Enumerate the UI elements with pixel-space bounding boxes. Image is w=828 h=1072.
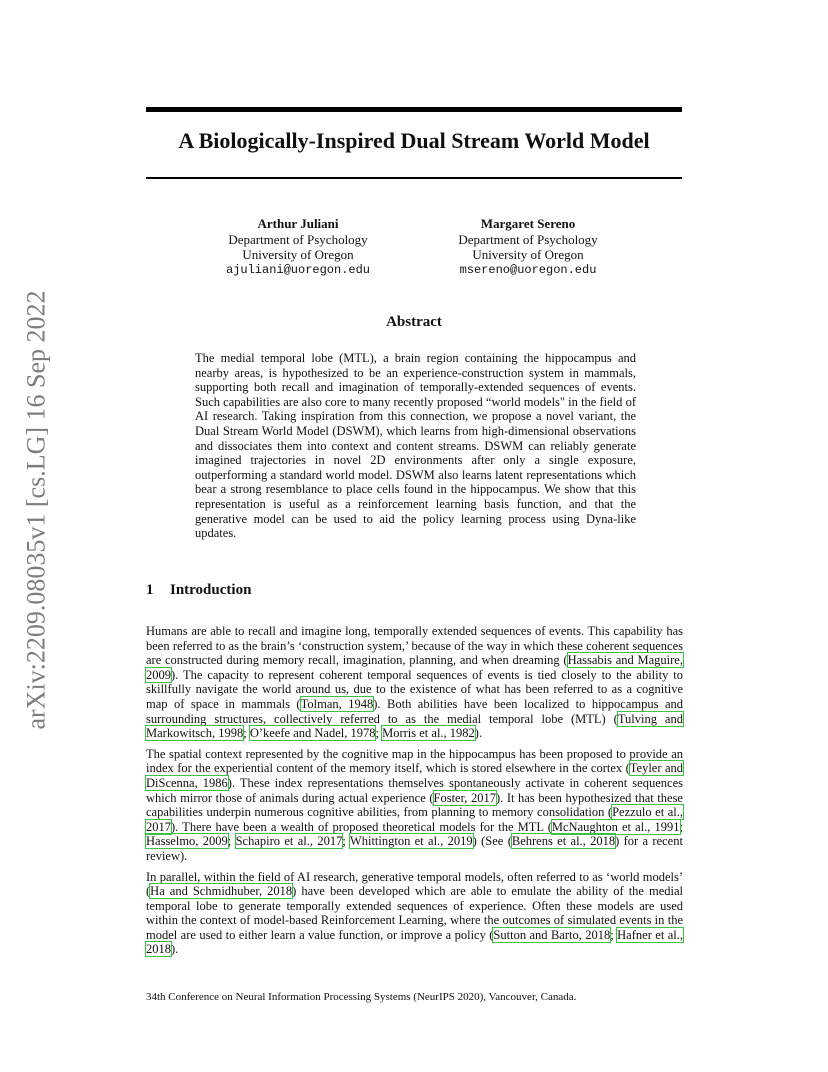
title-bottom-rule [146,177,682,179]
text-run: ) have been developed which are able to emulate the ability of the medial temporal lobe to generate temporally extended sequences of experience. Often these models are used within the context of model-based Reinforcement Learning, where the outcomes of simulated events in the model are used to either learn a value function, or improve a policy ( [146,884,684,942]
abstract-heading: Abstract [386,314,442,330]
author-department: Department of Psychology [458,231,598,247]
text-run: ; [243,726,250,741]
author-name: Arthur Juliani [257,216,339,231]
author-name: Margaret Sereno [480,216,576,231]
citation-link[interactable]: Hasselmo, 2009 [146,834,228,849]
citation-link[interactable]: Ha and Schmidhuber, 2018 [150,884,293,899]
citation-link[interactable]: Tulving and Markowitsch, 1998 [146,711,683,741]
text-run: Humans are able to recall and imagine long, temporally extended sequences of events. This capability has been referred to as the brain’s ‘construction system,’ because of the way in which these coherent sequences are constructed during memory recall, imagination, planning, and when dreaming ( [146,624,683,668]
text-run: ). These index representations themselves spontaneously activate in coherent sequences which mirror those of animals during actual experience ( [146,775,683,805]
author-block-2 [428,216,628,278]
author-email[interactable]: msereno@uoregon.edu [459,262,597,277]
section-title: Introduction [170,582,252,598]
citation-link[interactable]: Schapiro et al., 2017 [235,834,343,849]
arxiv-identifier: arXiv:2209.08035v1 [cs.LG] 16 Sep 2022 [22,290,51,730]
text-run: ; [679,819,683,834]
citation-link[interactable]: Sutton and Barto, 2018 [493,927,611,942]
section-number: 1 [146,582,154,598]
author-block-1 [198,216,398,278]
author-university: University of Oregon [242,247,354,262]
paper-title: A Biologically-Inspired Dual Stream World Model [178,128,650,153]
text-run: The spatial context represented by the cognitive map in the hippocampus has been proposed to provide an index for the experiential content of the memory itself, which is stored elsewhere in the cortex ( [146,746,683,776]
text-run: ). The capacity to represent coherent temporal sequences of events is tied closely to the ability to skillfully navigate the world around us, due to the existence of what has been referred to as a cognitive map of space in mammals ( [146,667,683,711]
text-run: ). Both abilities have been localized to hippocampus and surrounding structures, collectively referred to as the medial temporal lobe (MTL) ( [146,696,684,726]
citation-link[interactable]: O’keefe and Nadel, 1978 [249,726,376,741]
text-run: ) for a recent review). [146,834,683,863]
text-run: ). It has been hypothesized that these capabilities underpin numerous cognitive abilities, from planning to memory consolidation ( [146,790,683,820]
paragraph [146,870,683,958]
body-text [146,624,683,963]
citation-link[interactable]: Behrens et al., 2018 [511,834,616,849]
arxiv-sidebar [12,250,62,770]
conference-footnote: 34th Conference on Neural Information Processing Systems (NeurIPS 2020), Vancouver, Canada. [146,991,577,1003]
author-email[interactable]: ajuliani@uoregon.edu [225,262,371,277]
paragraph [146,624,683,741]
citation-link[interactable]: Hafner et al., 2018 [146,927,683,957]
text-run: ). [474,726,483,741]
section-heading [146,582,251,599]
text-run: ). There have been a wealth of proposed theoretical models for the MTL ( [171,819,552,834]
author-university: University of Oregon [472,247,584,262]
citation-link[interactable]: Hassabis and Maguire, 2009 [146,653,683,682]
author-department: Department of Psychology [228,231,368,247]
text-run: In parallel, within the field of AI research, generative temporal models, often referred to as ‘world models’ ( [146,869,683,899]
paragraph [146,747,683,864]
citation-link[interactable]: Foster, 2017 [433,790,496,805]
text-run: ). [171,942,179,957]
citation-link[interactable]: Pezzulo et al., 2017 [146,805,683,834]
citation-link[interactable]: Teyler and DiScenna, 1986 [146,761,684,790]
abstract-text: The medial temporal lobe (MTL), a brain region containing the hippocampus and nearby areas, is hypothesized to be an experience-construction system in mammals, supporting both recall and imagination of temporally-extended sequences of events. Such capabilities are also core to many recently proposed “world models" in the field of AI research. Taking inspiration from this connection, we propose a novel variant, the Dual Stream World Model (DSWM), which learns from high-dimensional observations and dissociates them into context and content streams. DSWM can reliably generate imagined trajectories in novel 2D environments after only a single exposure, outperforming a standard world model. DSWM also learns latent representations which bear a strong resemblance to place cells found in the hippocampus. We show that this representation is useful as a reinforcement learning basis function, and that the generative model can be used to aid the policy learning process using Dyna-like updates. [195,351,636,541]
title-top-rule [146,107,682,112]
text-run: ; [375,726,383,741]
text-run: ) (See ( [472,834,512,849]
citation-link[interactable]: Tolman, 1948 [300,696,374,711]
citation-link[interactable]: McNaughton et al., 1991 [551,819,680,834]
citation-link[interactable]: Morris et al., 1982 [382,726,475,741]
citation-link[interactable]: Whittington et al., 2019 [349,834,473,849]
text-run: ; [342,834,350,849]
text-run: ; [227,834,236,849]
text-run: ; [610,927,618,942]
